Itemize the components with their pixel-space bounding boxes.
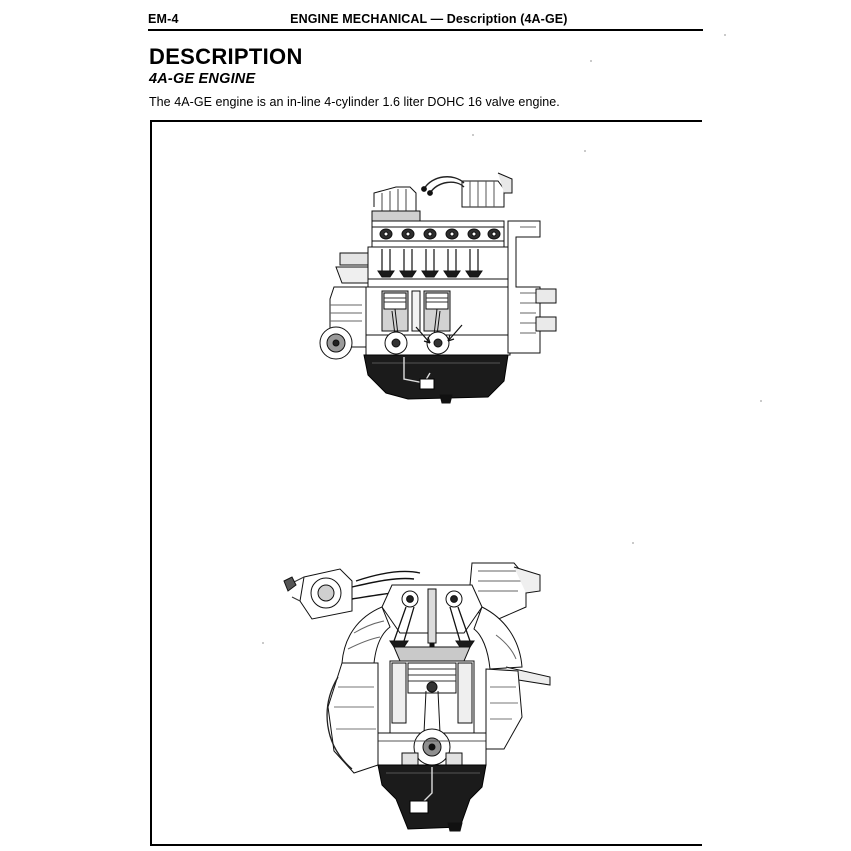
page-header [148,8,703,30]
scan-speck [760,400,762,402]
engine-cross-section-side [282,537,582,837]
scan-speck [590,60,592,62]
figure-frame [150,120,702,846]
description-paragraph: The 4A-GE engine is an in-line 4-cylinder 1.6 liter DOHC 16 valve engine. [149,95,560,109]
scan-speck [262,642,264,644]
page-number: EM-4 [148,12,179,26]
scan-speck [584,150,586,152]
page-subtitle: 4A-GE ENGINE [149,71,256,87]
engine-cross-section-front [312,167,572,447]
page-title: DESCRIPTION [149,44,303,69]
scan-speck [724,34,726,36]
header-section-title: ENGINE MECHANICAL — Description (4A-GE) [290,12,568,26]
header-divider [148,29,703,31]
scan-speck [632,542,634,544]
scan-speck [472,134,474,136]
